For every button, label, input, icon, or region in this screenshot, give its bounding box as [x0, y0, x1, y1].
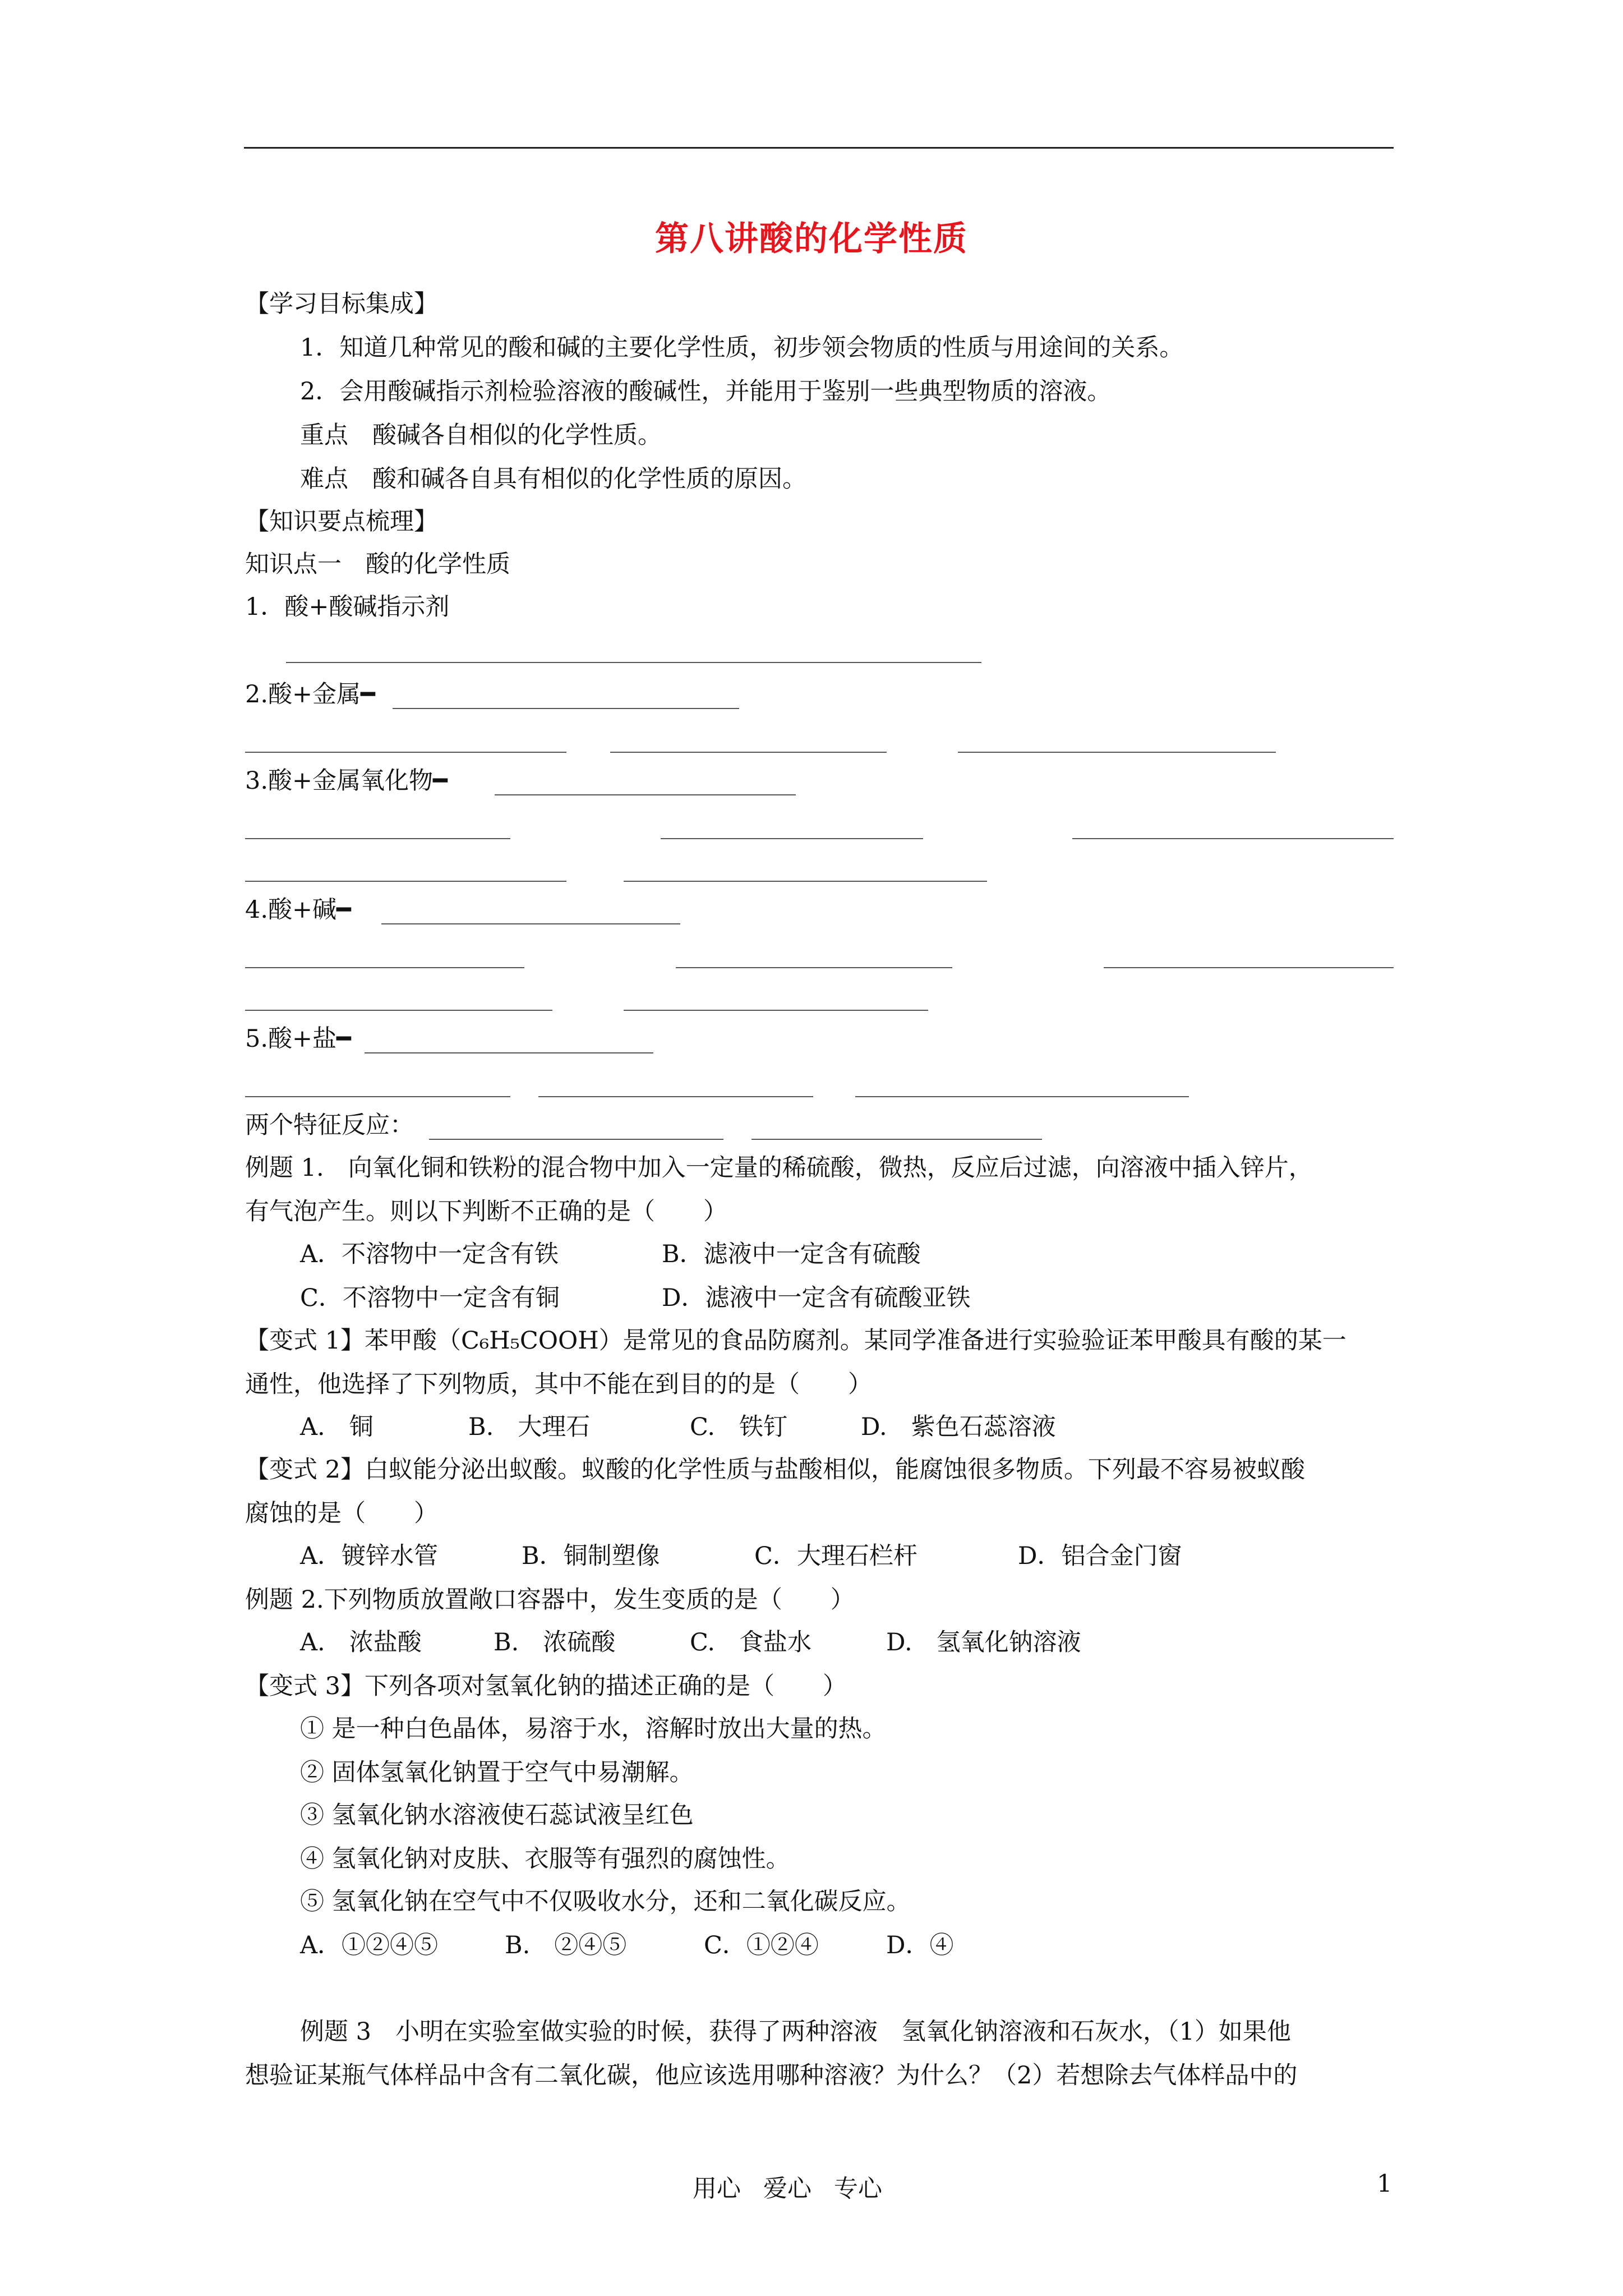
answer-blank — [245, 881, 566, 882]
variant-3-statement-2: ② 固体氢氧化钠置于空气中易潮解。 — [300, 1759, 694, 1787]
answer-blank — [624, 1010, 928, 1011]
variant-1-option-a: A. 铜 — [300, 1413, 374, 1441]
property-3: 3.酸+金属氧化物━ — [245, 767, 448, 795]
answer-blank — [1072, 838, 1394, 839]
footer-word-2: 爱心 — [763, 2175, 811, 2203]
answer-blank — [624, 881, 987, 882]
property-4: 4.酸+碱━ — [245, 896, 351, 924]
answer-blank — [381, 923, 680, 924]
answer-blank — [429, 1139, 723, 1140]
variant-1-question-cont: 通性，他选择了下列物质，其中不能在到目的的是（ ） — [245, 1370, 872, 1398]
answer-blank — [245, 967, 524, 968]
feature-reactions: 两个特征反应： — [245, 1111, 414, 1139]
variant-1-option-b: B. 大理石 — [468, 1413, 591, 1441]
property-5: 5.酸+盐━ — [245, 1025, 351, 1053]
answer-blank — [1104, 967, 1394, 968]
answer-blank — [495, 794, 796, 795]
example-1-option-a: A．不溶物中一定含有铁 — [300, 1240, 559, 1268]
example-1-question-cont: 有气泡产生。则以下判断不正确的是（ ） — [245, 1198, 727, 1226]
property-2: 2.酸+金属━ — [245, 680, 375, 708]
knowledge-header: 【知识要点梳理】 — [245, 508, 438, 536]
answer-blank — [245, 1096, 510, 1097]
example-1-option-c: C．不溶物中一定含有铜 — [300, 1284, 560, 1312]
variant-1-option-c: C. 铁钉 — [690, 1413, 788, 1441]
answer-blank — [610, 752, 887, 753]
answer-blank — [245, 752, 566, 753]
example-2-option-a: A. 浓盐酸 — [300, 1628, 422, 1657]
key-point: 重点 酸碱各自相似的化学性质。 — [300, 421, 662, 449]
variant-3-statement-3: ③ 氢氧化钠水溶液使石蕊试液呈红色 — [300, 1801, 694, 1829]
goals-header: 【学习目标集成】 — [245, 290, 438, 318]
page-number: 1 — [1377, 2170, 1393, 2198]
answer-blank — [661, 838, 923, 839]
variant-1-question: 【变式 1】苯甲酸（C₆H₅COOH）是常见的食品防腐剂。某同学准备进行实验验证苯甲酸具有酸的某一 — [245, 1327, 1347, 1355]
footer-slogan — [693, 2170, 882, 2204]
example-2-option-d: D. 氢氧化钠溶液 — [886, 1628, 1081, 1657]
variant-2-option-b: B．铜制塑像 — [522, 1542, 660, 1570]
variant-3-statement-1: ① 是一种白色晶体，易溶于水，溶解时放出大量的热。 — [300, 1715, 887, 1743]
example-1-option-b: B．滤液中一定含有硫酸 — [662, 1240, 921, 1268]
answer-blank — [676, 967, 952, 968]
example-1-question: 例题 1. 向氧化铜和铁粉的混合物中加入一定量的稀硫酸，微热，反应后过滤，向溶液中插入锌片， — [245, 1154, 1313, 1182]
example-1-option-d: D．滤液中一定含有硫酸亚铁 — [662, 1284, 971, 1312]
variant-2-option-c: C．大理石栏杆 — [754, 1542, 917, 1570]
answer-blank — [245, 838, 510, 839]
variant-2-option-a: A．镀锌水管 — [300, 1542, 439, 1570]
answer-blank — [958, 752, 1276, 753]
footer-word-1: 用心 — [693, 2175, 741, 2203]
variant-3-option-d: D．④ — [886, 1931, 954, 1959]
variant-3-question: 【变式 3】下列各项对氢氧化钠的描述正确的是（ ） — [245, 1672, 847, 1700]
answer-blank — [393, 708, 739, 709]
answer-blank — [286, 662, 981, 663]
variant-3-option-a: A．①②④⑤ — [300, 1931, 439, 1959]
answer-blank — [538, 1096, 813, 1097]
property-1: 1．酸+酸碱指示剂 — [245, 593, 450, 621]
goal-item-2: 2．会用酸碱指示剂检验溶液的酸碱性，并能用于鉴别一些典型物质的溶液。 — [300, 378, 1112, 406]
variant-2-option-d: D．铝合金门窗 — [1018, 1542, 1182, 1570]
goal-item-1: 1．知道几种常见的酸和碱的主要化学性质，初步领会物质的性质与用途间的关系。 — [300, 334, 1184, 362]
variant-3-statement-4: ④ 氢氧化钠对皮肤、衣服等有强烈的腐蚀性。 — [300, 1845, 790, 1873]
example-3-question-cont: 想验证某瓶气体样品中含有二氧化碳，他应该选用哪种溶液？为什么？（2）若想除去气体样品中的 — [245, 2062, 1298, 2090]
example-2-option-c: C. 食盐水 — [690, 1628, 812, 1657]
header-rule — [244, 147, 1394, 149]
answer-blank — [855, 1096, 1189, 1097]
variant-3-option-c: C．①②④ — [704, 1931, 819, 1959]
variant-3-option-b: B. ②④⑤ — [505, 1931, 627, 1959]
answer-blank — [365, 1052, 653, 1053]
answer-blank — [245, 1010, 552, 1011]
footer-word-3: 专心 — [834, 2175, 882, 2203]
variant-1-option-d: D. 紫色石蕊溶液 — [861, 1413, 1056, 1441]
example-3-question: 例题 3 小明在实验室做实验的时候，获得了两种溶液 氢氧化钠溶液和石灰水，（1）如果他 — [300, 2018, 1291, 2046]
knowledge-point-1: 知识点一 酸的化学性质 — [245, 550, 510, 578]
variant-2-question: 【变式 2】白蚁能分泌出蚁酸。蚁酸的化学性质与盐酸相似，能腐蚀很多物质。下列最不容易被蚁酸 — [245, 1456, 1306, 1484]
answer-blank — [751, 1139, 1042, 1140]
variant-2-question-cont: 腐蚀的是（ ） — [245, 1499, 438, 1527]
difficulty-point: 难点 酸和碱各自具有相似的化学性质的原因。 — [300, 465, 806, 493]
variant-3-statement-5: ⑤ 氢氧化钠在空气中不仅吸收水分，还和二氧化碳反应。 — [300, 1888, 911, 1916]
example-2-question: 例题 2.下列物质放置敞口容器中，发生变质的是（ ） — [245, 1586, 855, 1614]
example-2-option-b: B. 浓硫酸 — [494, 1628, 616, 1657]
page-title: 第八讲酸的化学性质 — [655, 219, 968, 259]
